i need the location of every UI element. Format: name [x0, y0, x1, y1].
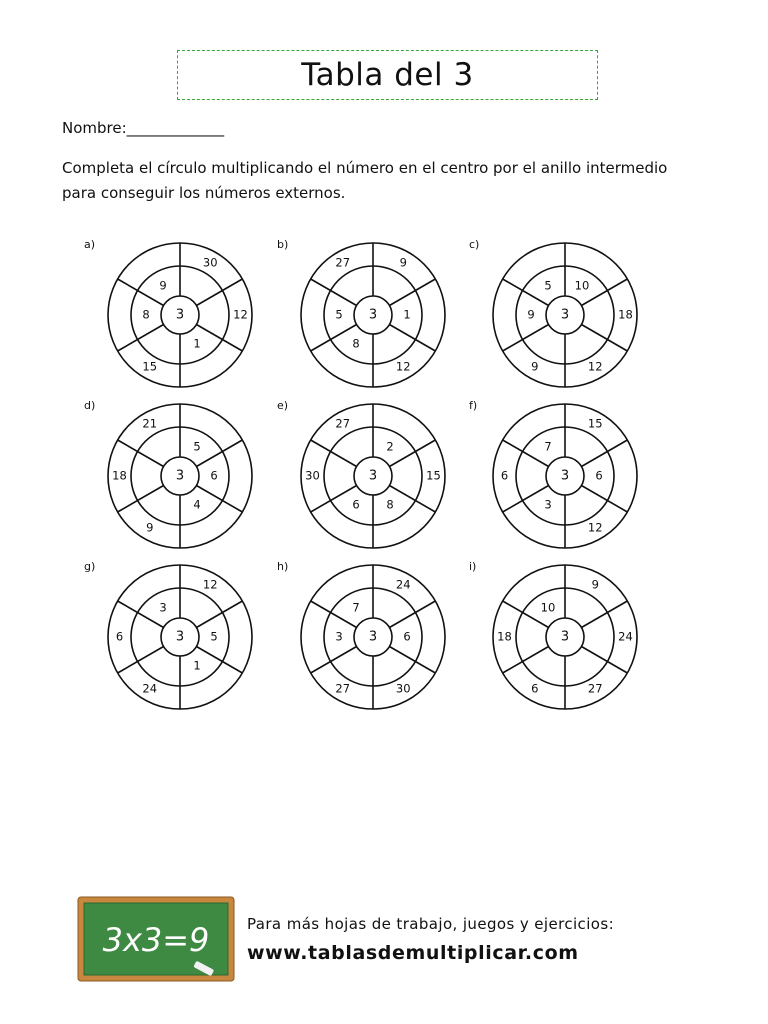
multiplication-wheel: [469, 396, 645, 556]
wheel-label: h): [277, 560, 289, 573]
wheel-center-number: 3: [560, 468, 570, 484]
wheel-outer-number: 24: [395, 576, 411, 591]
wheel-outer-number: 24: [142, 681, 158, 696]
wheel-inner-number: 1: [193, 336, 201, 351]
wheel-center-number: 3: [175, 307, 185, 323]
wheel-inner-number: 8: [352, 336, 360, 351]
chalkboard-icon: [76, 893, 238, 985]
wheel-outer-number: 9: [146, 520, 154, 535]
wheel-inner-number: 4: [193, 497, 201, 512]
wheel-center-number: 3: [560, 629, 570, 645]
wheel-inner-number: 2: [386, 438, 394, 453]
multiplication-wheel: [84, 235, 260, 395]
wheel-label: a): [84, 238, 96, 251]
wheel-outer-number: 12: [202, 576, 218, 591]
wheel-inner-number: 3: [544, 497, 552, 512]
wheel-center-number: 3: [368, 468, 378, 484]
wheel-center-number: 3: [175, 629, 185, 645]
multiplication-wheel: [469, 235, 645, 395]
wheel-outer-number: 15: [426, 468, 441, 483]
wheel-outer-number: 9: [591, 576, 599, 591]
wheel-inner-number: 6: [210, 468, 218, 483]
wheel-inner-number: 5: [335, 307, 343, 322]
wheel-inner-number: 6: [403, 629, 411, 644]
wheel-center-number: 3: [560, 307, 570, 323]
wheel-outer-number: 9: [531, 359, 539, 374]
wheel-inner-number: 6: [595, 468, 603, 483]
wheel-inner-number: 8: [142, 307, 150, 322]
wheel-outer-number: 24: [618, 629, 633, 644]
wheel-outer-number: 12: [395, 359, 411, 374]
wheel-inner-number: 3: [335, 629, 343, 644]
wheel-inner-number: 9: [527, 307, 535, 322]
wheel-inner-number: 1: [403, 307, 411, 322]
wheel-outer-number: 18: [497, 629, 512, 644]
wheel-outer-number: 15: [587, 415, 603, 430]
chalkboard-text: 3x3=9: [102, 921, 210, 959]
wheel-label: g): [84, 560, 96, 573]
multiplication-wheel: [469, 557, 645, 717]
wheel-outer-number: 18: [112, 468, 127, 483]
wheel-inner-number: 8: [386, 497, 394, 512]
wheel-outer-number: 30: [395, 681, 411, 696]
wheel-inner-number: 1: [193, 658, 201, 673]
wheel-inner-number: 9: [159, 277, 167, 292]
multiplication-wheel: [277, 396, 453, 556]
wheel-inner-number: 7: [544, 438, 552, 453]
wheel-inner-number: 3: [159, 599, 167, 614]
wheel-label: b): [277, 238, 289, 251]
wheel-outer-number: 27: [335, 254, 351, 269]
wheel-outer-number: 27: [335, 681, 351, 696]
wheel-outer-number: 12: [587, 520, 603, 535]
wheel-label: c): [469, 238, 480, 251]
wheel-label: d): [84, 399, 96, 412]
wheel-outer-number: 21: [142, 415, 158, 430]
wheel-center-number: 3: [175, 468, 185, 484]
wheel-outer-number: 30: [305, 468, 320, 483]
wheel-inner-number: 5: [210, 629, 218, 644]
wheel-center-number: 3: [368, 629, 378, 645]
title-box: [177, 50, 598, 100]
wheel-outer-number: 27: [335, 415, 351, 430]
wheel-outer-number: 15: [142, 359, 158, 374]
wheel-outer-number: 6: [115, 629, 124, 644]
wheel-inner-number: 5: [193, 438, 201, 453]
instructions-text: Completa el círculo multiplicando el número en el centro por el anillo intermedio para conseguir los números externos.: [62, 159, 668, 202]
wheel-center-number: 3: [368, 307, 378, 323]
wheel-label: i): [469, 560, 477, 573]
wheel-outer-number: 6: [531, 681, 539, 696]
footer-promo-text: Para más hojas de trabajo, juegos y ejercicios:: [247, 915, 615, 933]
wheel-outer-number: 27: [587, 681, 603, 696]
wheel-outer-number: 9: [399, 254, 407, 269]
wheel-label: f): [469, 399, 478, 412]
wheel-outer-number: 18: [618, 307, 633, 322]
page-title: Tabla del 3: [301, 57, 474, 93]
wheel-outer-number: 6: [500, 468, 509, 483]
footer-website-link[interactable]: www.tablasdemultiplicar.com: [247, 942, 579, 964]
wheel-outer-number: 12: [587, 359, 603, 374]
wheel-inner-number: 10: [574, 277, 590, 292]
name-field-label: Nombre:_____________: [62, 119, 225, 137]
wheel-inner-number: 5: [544, 277, 552, 292]
multiplication-wheel: [84, 557, 260, 717]
wheel-inner-number: 10: [540, 599, 556, 614]
multiplication-wheel: [277, 557, 453, 717]
wheel-label: e): [277, 399, 289, 412]
wheel-outer-number: 12: [233, 307, 248, 322]
multiplication-wheel: [84, 396, 260, 556]
wheel-outer-number: 30: [202, 254, 218, 269]
wheel-inner-number: 6: [352, 497, 360, 512]
multiplication-wheel: [277, 235, 453, 395]
chalkboard-logo: [76, 893, 238, 985]
wheel-inner-number: 7: [352, 599, 360, 614]
